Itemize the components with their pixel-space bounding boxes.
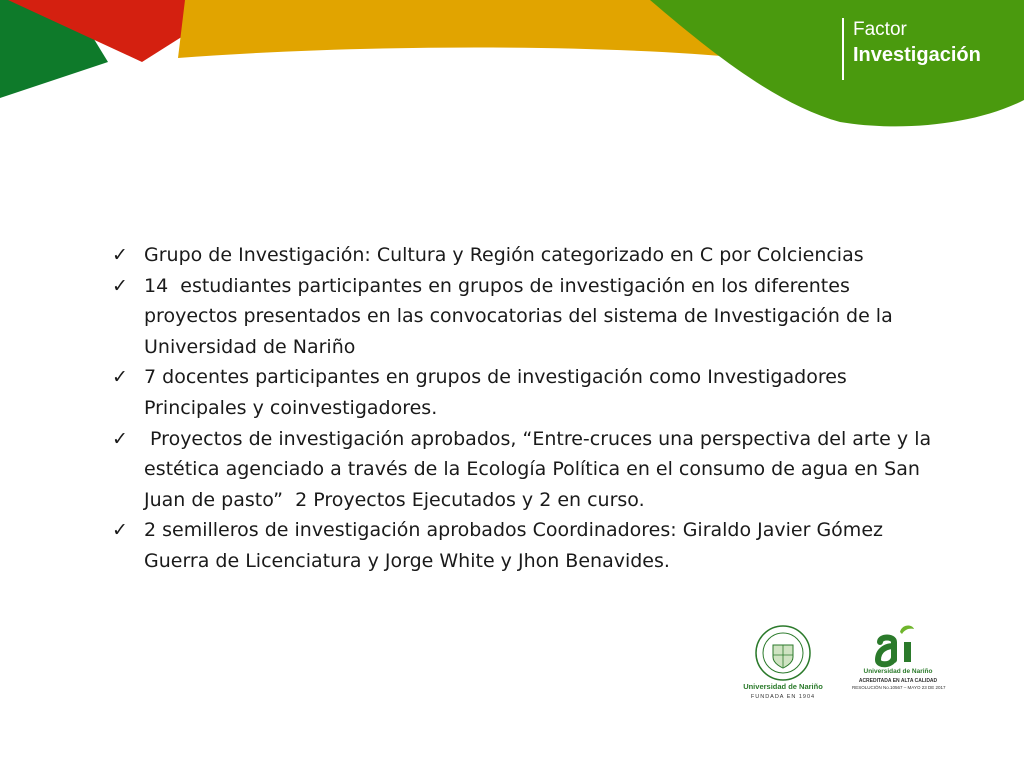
bullet-text: Grupo de Investigación: Cultura y Región categorizado en C por Colciencias: [144, 244, 864, 266]
check-icon: ✓: [112, 519, 128, 542]
list-item: [112, 424, 942, 516]
bullet-text: 14 estudiantes participantes en grupos de investigación en los diferentes proyectos presentados en las convocatorias del sistema de Investigación de la Universidad de Nariño: [144, 274, 899, 358]
university-logo: [738, 620, 828, 710]
ai-accreditation-text: ACREDITADA EN ALTA CALIDAD: [858, 678, 938, 684]
ai-resolution-text: RESOLUCIÓN No.10567 – MAYO 23 DE 2017: [852, 685, 946, 690]
list-item: [112, 271, 942, 363]
ai-accreditation-icon: [872, 620, 922, 668]
brand-line-investigacion: Investigación: [853, 44, 981, 66]
list-item: [112, 515, 942, 576]
banner-yellow-shape: [178, 0, 745, 58]
check-icon: ✓: [112, 427, 128, 450]
check-icon: ✓: [112, 244, 128, 266]
check-icon: ✓: [112, 366, 128, 389]
list-item: [112, 240, 942, 271]
bullet-list: [112, 240, 942, 577]
bullet-text: Proyectos de investigación aprobados, “Entre-cruces una perspectiva del arte y la estética agenciado a través de la Ecología Política en el consumo de agua en San Juan de pasto” 2 Proyectos Ejecutados y 2 en curso.: [144, 427, 938, 511]
list-item: [112, 362, 942, 423]
university-name: Universidad de Nariño: [743, 682, 823, 691]
bullet-text: 7 docentes participantes en grupos de investigación como Investigadores Principales y coinvestigadores.: [144, 366, 853, 419]
bullet-text: 2 semilleros de investigación aprobados Coordinadores: Giraldo Javier Gómez Guerra de Licenciatura y Jorge White y Jhon Benavides.: [144, 519, 890, 572]
ai-university-name: Universidad de Nariño: [863, 668, 933, 675]
university-founded: FUNDADA EN 1904: [750, 694, 816, 700]
accreditation-logo: [852, 620, 944, 700]
brand-title: [842, 18, 981, 80]
check-icon: ✓: [112, 274, 128, 297]
brand-line-factor: Factor: [853, 19, 907, 40]
university-seal-icon: [755, 625, 811, 681]
